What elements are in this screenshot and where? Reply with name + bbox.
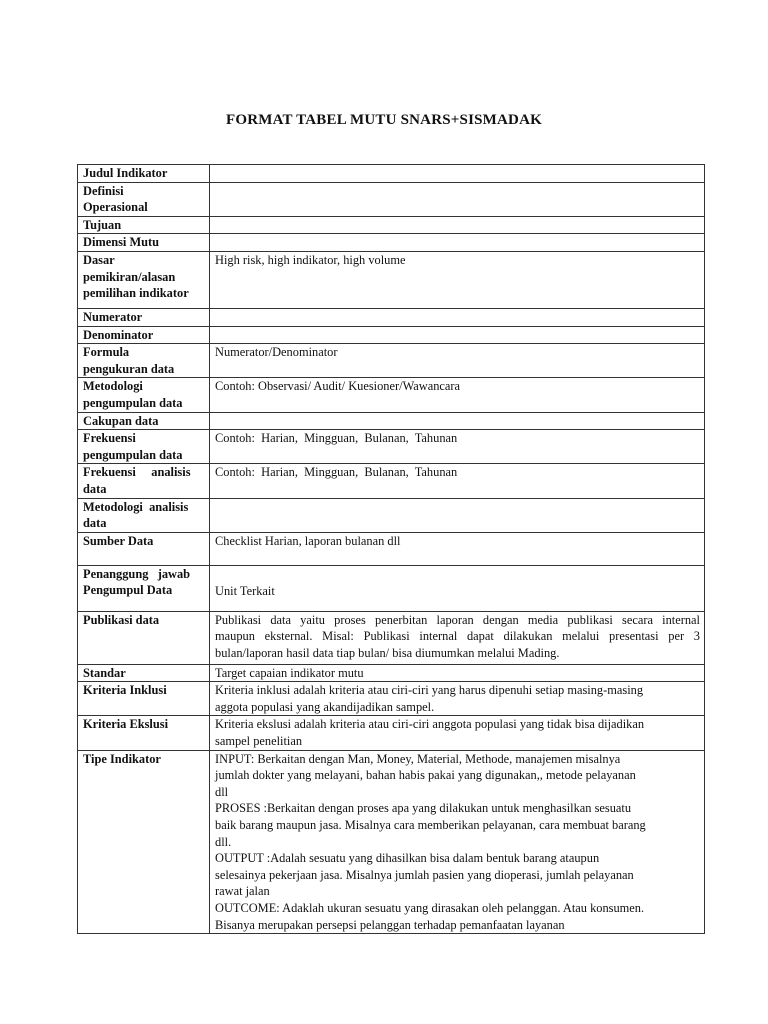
row-value xyxy=(210,378,705,412)
row-value-line: Publikasi data yaitu proses penerbitan laporan dengan media publikasi secara internal xyxy=(215,612,700,627)
row-label xyxy=(78,412,210,430)
table-row xyxy=(78,412,705,430)
table-row xyxy=(78,344,705,378)
row-label xyxy=(78,326,210,344)
row-value xyxy=(210,182,705,216)
table-row xyxy=(78,234,705,252)
row-value xyxy=(210,750,705,934)
table-row xyxy=(78,750,705,934)
row-value-line: Bisanya merupakan persepsi pelanggan terhadap pemanfaatan layanan xyxy=(215,917,565,932)
quality-indicator-table xyxy=(77,164,705,934)
row-value-line: baik barang maupun jasa. Misalnya cara memberikan pelayanan, cara membuat barang xyxy=(215,818,646,833)
table-row xyxy=(78,464,705,498)
row-value-line: Unit Terkait xyxy=(215,583,275,598)
row-value xyxy=(210,682,705,716)
table-row xyxy=(78,716,705,750)
table-row xyxy=(78,532,705,565)
row-value-line: Numerator/Denominator xyxy=(215,345,338,360)
row-label-line: Judul Indikator xyxy=(83,166,168,180)
row-label-line: Tujuan xyxy=(83,217,122,232)
row-value xyxy=(210,498,705,532)
row-label xyxy=(78,682,210,716)
table-row xyxy=(78,611,705,664)
row-value-line: sampel penelitian xyxy=(215,734,303,749)
row-label-line: Dasar xyxy=(83,252,115,267)
row-label xyxy=(78,430,210,464)
row-value-line: Contoh: Harian, Mingguan, Bulanan, Tahunan xyxy=(215,431,458,446)
row-value xyxy=(210,565,705,611)
row-label-line: data xyxy=(83,481,107,496)
row-label xyxy=(78,464,210,498)
row-value-line: High risk, high indikator, high volume xyxy=(215,252,406,267)
row-label xyxy=(78,234,210,252)
row-value-line: Contoh: Observasi/ Audit/ Kuesioner/Wawancara xyxy=(215,379,461,394)
table-row xyxy=(78,682,705,716)
row-label-line: Definisi xyxy=(83,183,124,198)
row-label-line: Pengumpul Data xyxy=(83,583,173,598)
row-value-line: Checklist Harian, laporan bulanan dll xyxy=(215,533,401,548)
row-label-line: Tipe Indikator xyxy=(83,751,161,766)
row-label-line: Formula xyxy=(83,345,130,360)
row-label xyxy=(78,498,210,532)
row-label-line: pengukuran data xyxy=(83,361,175,376)
row-value xyxy=(210,165,705,183)
row-value-line: PROSES :Berkaitan dengan proses apa yang dilakukan untuk menghasilkan sesuatu xyxy=(215,801,632,816)
row-label-line: Dimensi Mutu xyxy=(83,235,160,250)
row-label xyxy=(78,182,210,216)
row-label xyxy=(78,251,210,308)
row-label xyxy=(78,750,210,934)
table-row xyxy=(78,216,705,234)
row-label xyxy=(78,716,210,750)
row-label-line: Denominator xyxy=(83,327,154,342)
row-value-line: jumlah dokter yang melayani, bahan habis pakai yang digunakan,, metode pelayanan xyxy=(215,768,636,783)
table-row xyxy=(78,182,705,216)
row-label-line: pengumpulan data xyxy=(83,447,183,462)
row-label-line: Cakupan data xyxy=(83,413,159,428)
row-value-line: Kriteria ekslusi adalah kriteria atau ciri-ciri anggota populasi yang tidak bisa dijadikan xyxy=(215,717,645,732)
row-value-line: aggota populasi yang akandijadikan sampel. xyxy=(215,699,435,714)
row-value xyxy=(210,532,705,565)
row-value xyxy=(210,216,705,234)
row-value xyxy=(210,716,705,750)
row-value-line xyxy=(215,566,700,583)
row-value xyxy=(210,464,705,498)
row-value-line: Contoh: Harian, Mingguan, Bulanan, Tahunan xyxy=(215,465,458,480)
row-label xyxy=(78,308,210,326)
row-label-line: Metodologi xyxy=(83,379,143,394)
row-label-line: Sumber Data xyxy=(83,533,154,548)
row-label xyxy=(78,165,210,183)
table-row xyxy=(78,498,705,532)
row-value xyxy=(210,344,705,378)
row-value xyxy=(210,308,705,326)
row-label-line: data xyxy=(83,516,107,531)
row-label xyxy=(78,611,210,664)
table-row xyxy=(78,565,705,611)
row-label-line: Publikasi data xyxy=(83,612,160,627)
row-label-line: Frekuensi xyxy=(83,431,136,446)
table-row xyxy=(78,430,705,464)
row-label xyxy=(78,532,210,565)
row-value xyxy=(210,412,705,430)
table-row xyxy=(78,165,705,183)
row-value xyxy=(210,326,705,344)
row-value-line: dll xyxy=(215,784,229,799)
row-label-line: Metodologi analisis xyxy=(83,499,189,514)
row-label xyxy=(78,378,210,412)
row-value-line: Target capaian indikator mutu xyxy=(215,665,364,680)
row-value xyxy=(210,234,705,252)
row-label xyxy=(78,216,210,234)
row-value-line: dll. xyxy=(215,834,232,849)
row-value xyxy=(210,611,705,664)
row-label-line: Kriteria Inklusi xyxy=(83,683,167,698)
row-value-line: INPUT: Berkaitan dengan Man, Money, Material, Methode, manajemen misalnya xyxy=(215,751,621,766)
table-row xyxy=(78,664,705,682)
row-value xyxy=(210,664,705,682)
row-label xyxy=(78,344,210,378)
row-label-line: pemilihan indikator xyxy=(83,286,189,301)
row-label xyxy=(78,565,210,611)
table-row xyxy=(78,378,705,412)
table-body xyxy=(78,165,705,934)
row-label-line: Frekuensi analisis xyxy=(83,465,191,480)
row-label-line: Kriteria Ekslusi xyxy=(83,717,169,732)
row-label-line: Standar xyxy=(83,665,126,680)
row-label-line: pengumpulan data xyxy=(83,395,183,410)
row-value-line: bulan/laporan hasil data tiap bulan/ bisa diumumkan melalui Mading. xyxy=(215,645,560,660)
row-label-line: Penanggung jawab xyxy=(83,566,191,581)
table-row xyxy=(78,308,705,326)
table-row xyxy=(78,251,705,308)
row-label xyxy=(78,664,210,682)
row-value-line: Kriteria inklusi adalah kriteria atau ciri-ciri yang harus dipenuhi setiap masing-masing xyxy=(215,683,644,698)
row-value-line: OUTCOME: Adaklah ukuran sesuatu yang dirasakan oleh pelanggan. Atau konsumen. xyxy=(215,901,645,915)
row-value-line: maupun eksternal. Misal: Publikasi internal dapat dilakukan melalui presentasi per 3 xyxy=(215,629,700,644)
row-value-line: OUTPUT :Adalah sesuatu yang dihasilkan bisa dalam bentuk barang ataupun xyxy=(215,851,600,866)
row-value-line: rawat jalan xyxy=(215,884,270,899)
row-label-line: Operasional xyxy=(83,200,148,215)
row-value-line: selesainya pekerjaan jasa. Misalnya jumlah pasien yang dioperasi, jumlah pelayanan xyxy=(215,867,634,882)
row-value xyxy=(210,251,705,308)
row-label-line: pemikiran/alasan xyxy=(83,269,176,284)
row-label-line: Numerator xyxy=(83,309,143,324)
row-value xyxy=(210,430,705,464)
table-row xyxy=(78,326,705,344)
document-title: FORMAT TABEL MUTU SNARS+SISMADAK xyxy=(226,112,542,128)
